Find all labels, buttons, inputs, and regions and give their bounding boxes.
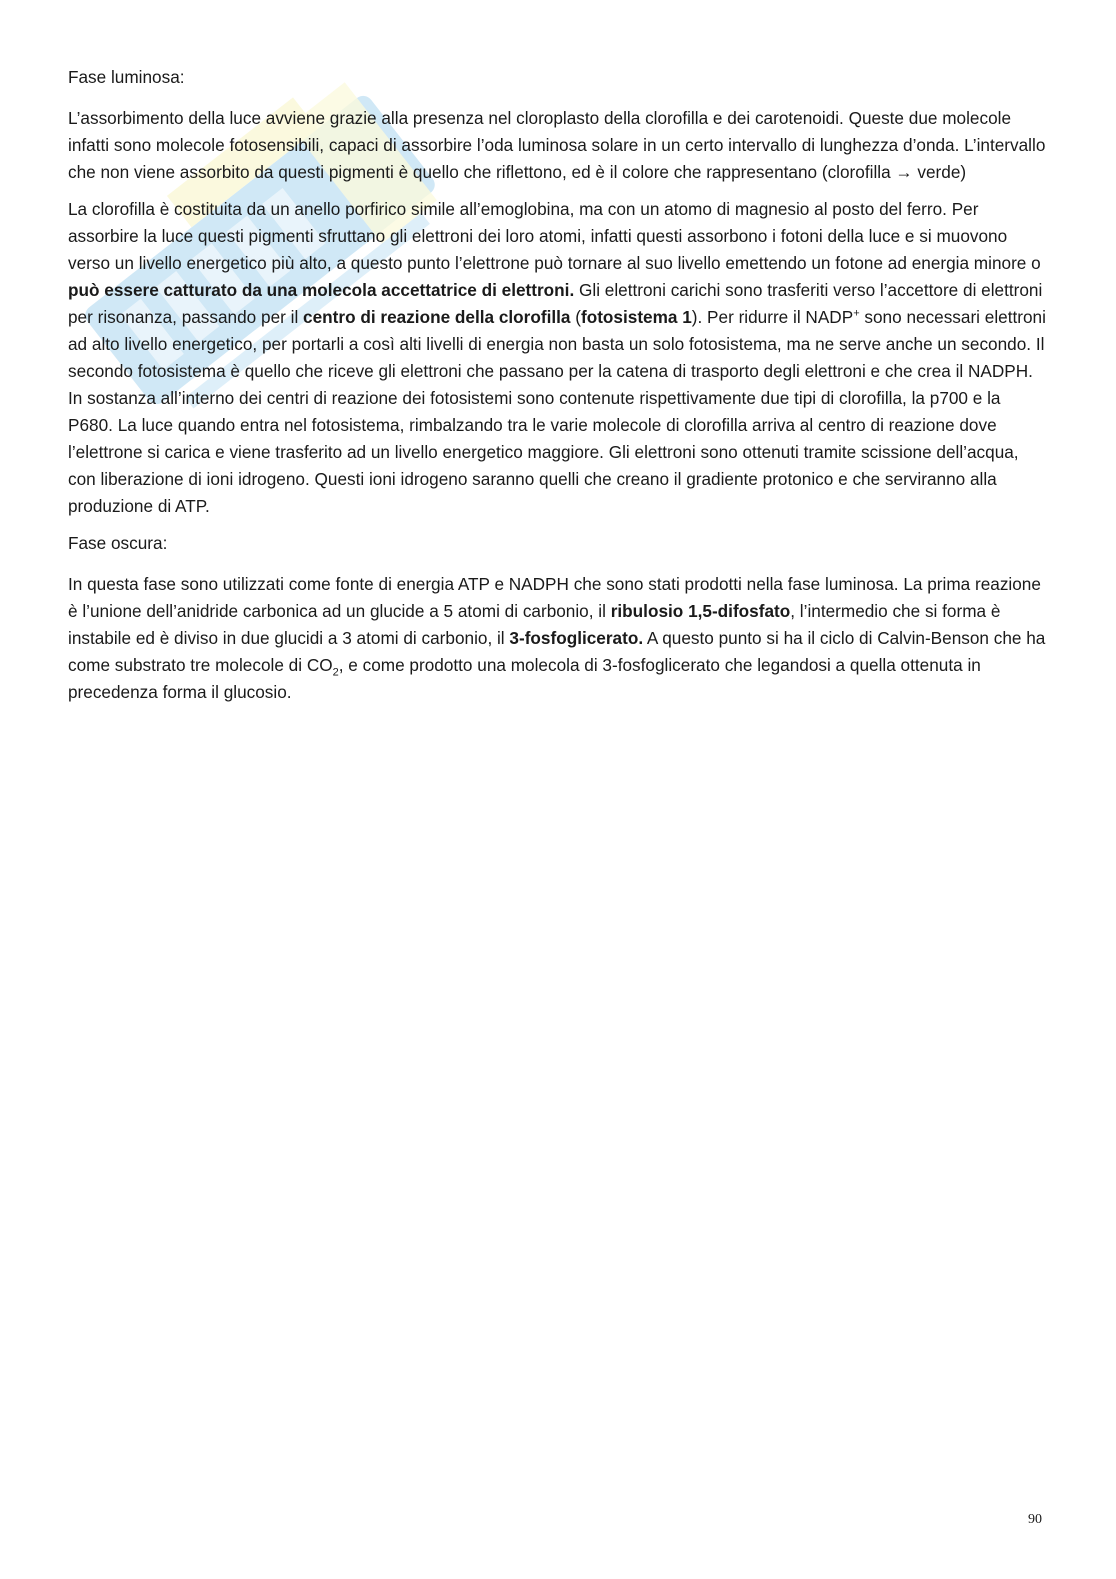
p1-text: L’assorbimento della luce avviene grazie alla presenza nel cloroplasto della clorofilla e dei carotenoidi. Queste due molecole infatti sono molecole fotosensibili, capaci di assorbire l’oda luminosa solare in un certo intervallo di lunghezza d’onda. L’intervallo che non viene assorbito da questi pigmenti è quello che riflettono, ed è il colore che rappresentano (clorofilla [68, 108, 1046, 182]
p3-c: , l’intermedio che si forma è instabile ed è diviso in due glucidi a 3 atomi di carbonio, il [68, 601, 1001, 648]
p3-e: , e come prodotto una molecola di 3-fosfoglicerato che legandosi a quella ottenuta in precedenza forma il glucosio. [68, 655, 981, 702]
section-heading-dark-phase: Fase oscura: [68, 533, 168, 553]
p1-end: verde) [912, 162, 967, 182]
page-number: 90 [1028, 1512, 1042, 1527]
p2-e: ). Per ridurre il NADP [691, 307, 854, 327]
p2-a: La clorofilla è costituita da un anello porfirico simile all’emoglobina, ma con un atomo di magnesio al posto del ferro. Per assorbire la luce questi pigmenti sfruttano gli elettroni dei loro atomi, infatti questi assorbono i fotoni della luce e si muovono verso un livello energetico più alto, a questo punto l’elettrone può tornare al suo livello emettendo un fotone ad energia minore o [68, 199, 1041, 273]
p3-bold-2: 3-fosfoglicerato. [509, 628, 644, 648]
p2-bold-3: fotosistema 1 [580, 307, 692, 327]
p3-a: In questa fase sono utilizzati come fonte di energia ATP e NADPH che sono stati prodotti nella fase luminosa. La prima reazione è l’unione dell’anidride carbonica ad un glucide a 5 atomi di carbonio, il [68, 574, 1041, 621]
p3-bold-1: ribulosio 1,5-difosfato [610, 601, 791, 621]
p2-f: sono necessari elettroni ad alto livello energetico, per portarli a così alti livelli di energia non basta un solo fotosistema, ma ne serve anche un secondo. Il secondo fotosistema è quello che riceve gli elettroni che passano per la catena di trasporto degli elettroni e che crea il NADPH. In sostanza all’interno dei centri di reazione dei fotosistemi sono contenute rispettivamente due tipi di clorofilla, la p700 e la P680. La luce quando entra nel fotosistema, rimbalzando tra le varie molecole di clorofilla arriva al centro di reazione dove l’elettrone si carica e viene trasferito ad un livello energetico maggiore. Gli elettroni sono ottenuti tramite scissione dell’acqua, con liberazione di ioni idrogeno. Questi ioni idrogeno saranno quelli che creano il gradiente protonico e che serviranno alla produzione di ATP. [68, 307, 1046, 516]
co2-subscript: 2 [332, 666, 339, 679]
p2-bold-2: centro di reazione della clorofilla [303, 307, 571, 327]
arrow-symbol: → [895, 162, 913, 182]
p2-bold-1: può essere catturato da una molecola accettatrice di elettroni. [68, 280, 575, 300]
paragraph-light-absorption [68, 105, 1048, 186]
paragraph-chlorophyll [68, 196, 1048, 520]
paragraph-dark-phase [68, 571, 1048, 706]
p2-c: Gli elettroni carichi sono trasferiti verso l’accettore di elettroni per risonanza, passando per il [68, 280, 1043, 327]
p3-d: A questo punto si ha il ciclo di Calvin-Benson che ha come substrato tre molecole di CO [68, 628, 1046, 675]
document-body [68, 64, 1048, 716]
section-heading-light-phase: Fase luminosa: [68, 67, 185, 87]
nadp-superscript: + [853, 307, 860, 320]
p2-d: ( [570, 307, 581, 327]
